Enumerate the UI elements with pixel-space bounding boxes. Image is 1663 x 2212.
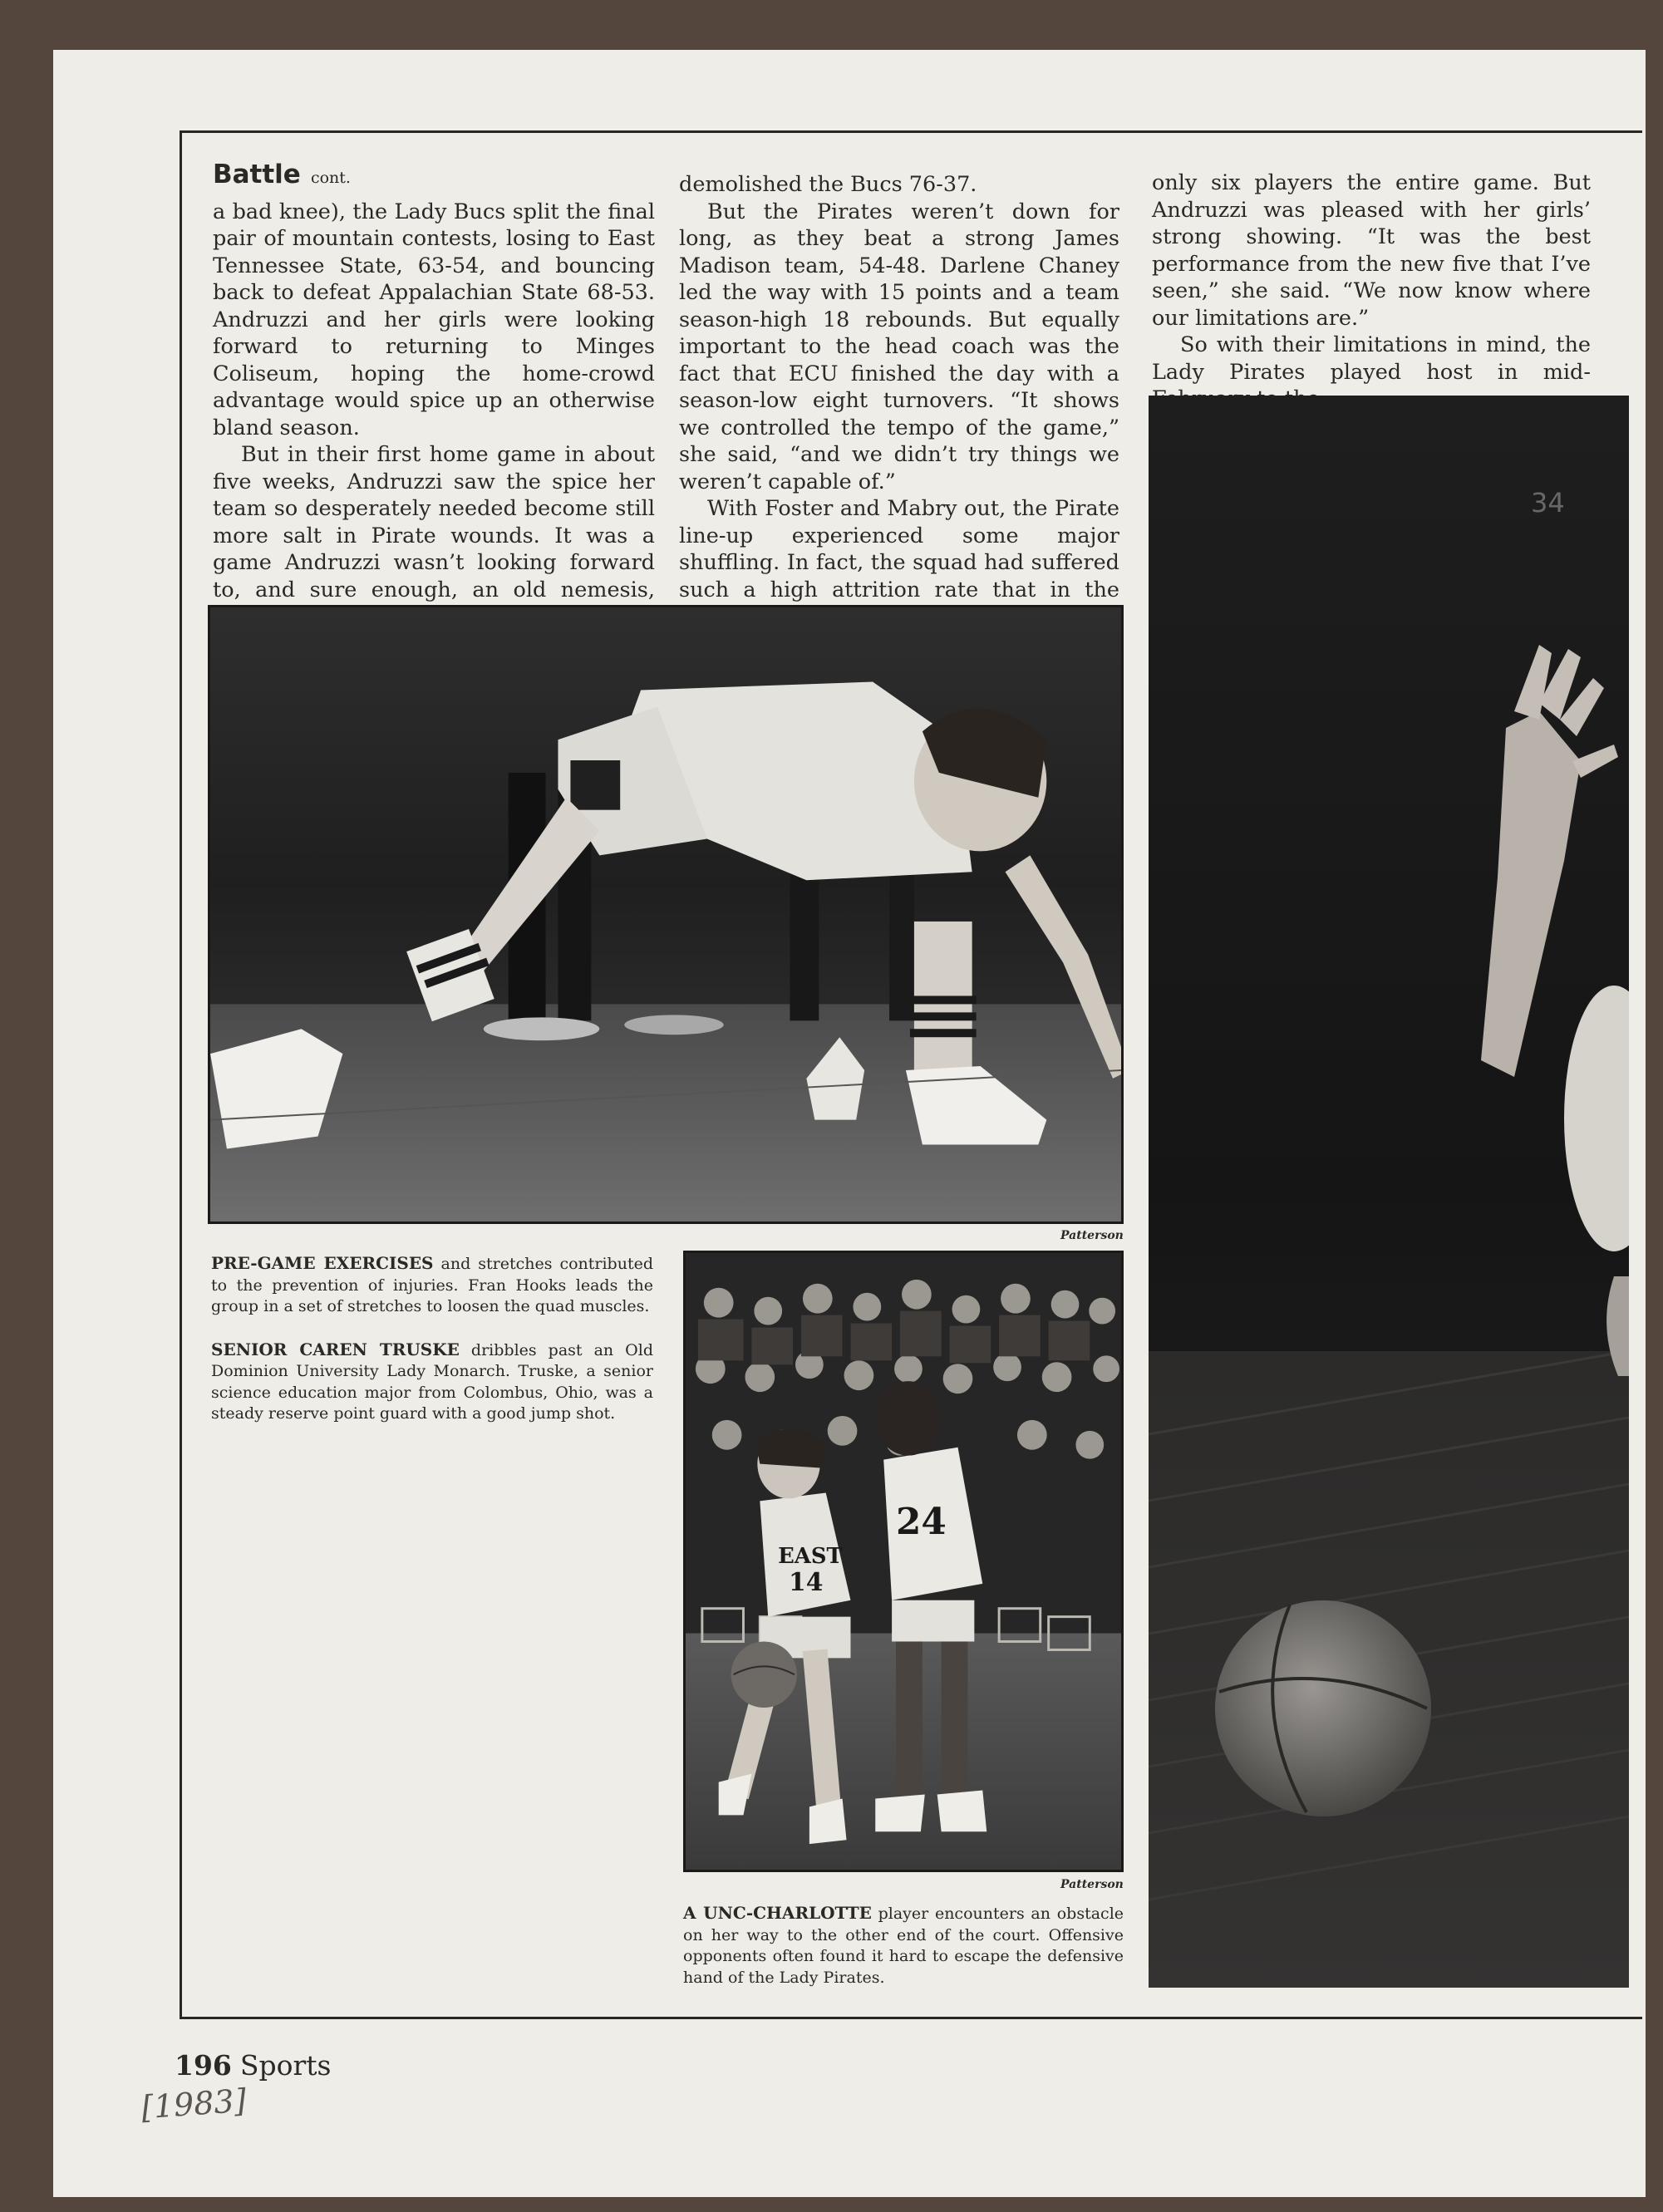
- col2-paragraph-3: With Foster and Mabry out, the Pirate line-up experienced some major shuffling. In fact, the squad had suffered such a high attrition rate that in the: [679, 496, 1119, 602]
- jersey-number-14: 14: [789, 1567, 824, 1597]
- caption-unc-charlotte: [683, 1903, 1124, 2010]
- caption-pregame-lead: PRE-GAME EXERCISES: [211, 1253, 434, 1273]
- left-rule: [180, 130, 182, 2019]
- photo-defensive-hand: [1149, 396, 1629, 1988]
- photo-credit-2: Patterson: [1060, 1878, 1124, 1891]
- dribbling-photo-image: [686, 1253, 1121, 1870]
- handwritten-year-note: [1983]: [140, 2082, 248, 2126]
- caption-unc-paragraph: [683, 1903, 1124, 1988]
- captions-left: [211, 1253, 653, 1447]
- col1-paragraph-1: a bad knee), the Lady Bucs split the final pair of mountain contests, losing to East Tennessee State, 63-54, and bouncing back to defeat Appalachian State 68-53. Andruzzi and her girls were looking forward to returning to Minges Coliseum, hoping the home-crowd advantage would spice up an otherwise bland season.: [213, 199, 655, 440]
- caption-truske-text: dribbles past an Old Dominion University Lady Monarch. Truske, a senior science education major from Colombus, Ohio, was a steady reserve point guard with a good jump shot.: [211, 1340, 654, 1423]
- article-heading: [213, 161, 655, 192]
- page-number: 196: [175, 2049, 232, 2082]
- caption-truske: [211, 1339, 653, 1425]
- caption-pregame-text: and stretches contributed to the prevention of injuries. Fran Hooks leads the group in a set of stretches to loosen the quad muscles.: [211, 1255, 653, 1315]
- caption-truske-lead: SENIOR CAREN TRUSKE: [211, 1339, 460, 1359]
- heading-suffix: cont.: [310, 169, 351, 187]
- section-name: Sports: [239, 2049, 332, 2082]
- col3-paragraph-1: only six players the entire game. But Andruzzi was pleased with her girls’ strong showing. “It was the best performance from the new five that I’ve seen,” she said. “We now know where our limitations are.”: [1152, 170, 1591, 331]
- photo-credit-1: Patterson: [1060, 1229, 1124, 1242]
- heading-title: Battle: [213, 160, 301, 189]
- article-column-1: [213, 161, 655, 631]
- photo-dribbling-player: [683, 1251, 1124, 1872]
- defensive-photo-image: [1149, 396, 1629, 1988]
- photo-stretching-player: [208, 605, 1124, 1224]
- bottom-rule: [180, 2017, 1642, 2019]
- col3-paragraph-2: So with their limitations in mind, the Lady Pirates played host in mid-: [1152, 332, 1591, 385]
- page-folio: [175, 2049, 331, 2082]
- col1-paragraph-2: But in their first home game in about five weeks, Andruzzi saw the spice her team so desperately needed become still more salt in Pirate wounds. It was a game Andruzzi wasn’t looking forward to, and sure enough, an old nemesis,: [213, 442, 655, 602]
- caption-unc-text: player encounters an obstacle on her way to the other end of the court. Offensive opponents often found it hard to escape the defensive hand of the Lady Pirates.: [683, 1905, 1124, 1987]
- article-column-2: [679, 171, 1119, 631]
- caption-unc-lead: A UNC-CHARLOTTE: [683, 1903, 872, 1923]
- jersey-number-24: 24: [896, 1501, 947, 1544]
- col2-paragraph-1: demolished the Bucs 76-37.: [679, 172, 977, 197]
- article-column-3: [1152, 170, 1591, 413]
- jersey-text-east: EAST: [778, 1543, 843, 1569]
- big-photo-number-34: 34: [1531, 487, 1565, 519]
- top-rule: [180, 130, 1642, 133]
- stretching-photo-image: [210, 607, 1121, 1222]
- col2-paragraph-2: But the Pirates weren’t down for long, as they beat a strong James Madison team, 54-48. Darlene Chaney led the way with 15 points and a team season-high 18 rebounds. But equally important to the head coach was the fact that ECU finished the day with a season-low eight turnovers. “It shows we controlled the tempo of the game,” she said, “and we didn’t try things we weren’t capable of.”: [679, 199, 1119, 494]
- caption-pregame: [211, 1253, 653, 1318]
